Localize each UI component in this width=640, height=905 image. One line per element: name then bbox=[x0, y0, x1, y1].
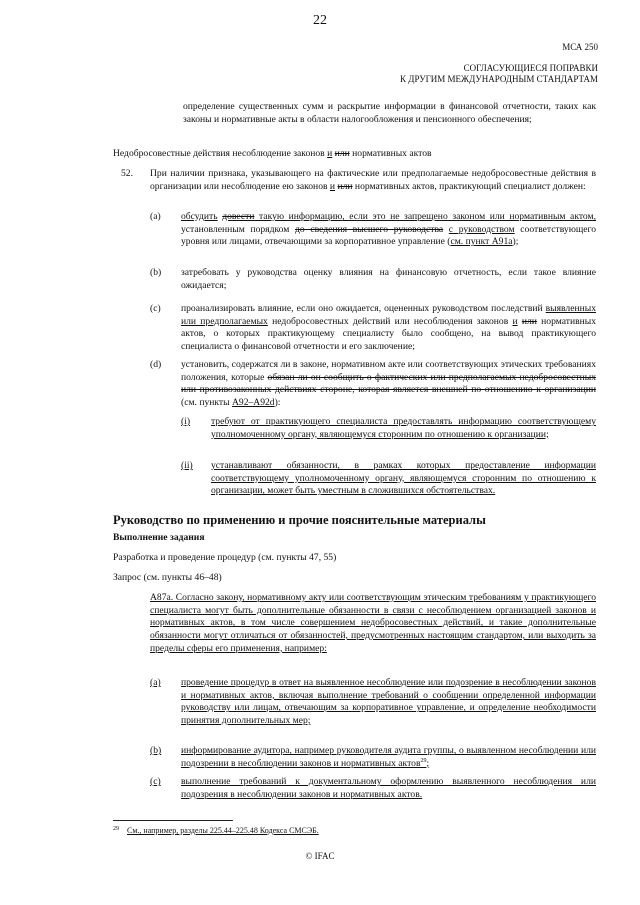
running-header bbox=[400, 63, 598, 86]
running-header-line-2: К ДРУГИМ МЕЖДУНАРОДНЫМ СТАНДАРТАМ bbox=[400, 74, 598, 85]
footnote-number: 29 bbox=[113, 826, 119, 832]
section-heading-deleted-or: или bbox=[334, 148, 350, 159]
intro-paragraph: определение существенных сумм и раскрытие информации в финансовой отчетности, таких как законы и нормативные акты в области налогообложения и пенсионного обеспечения; bbox=[183, 101, 596, 125]
item-d-i-text: требуют от практикующего специалиста предоставлять информацию соответствующему уполномоченному органу, являющемуся сторонним по отношению к организации; bbox=[211, 416, 596, 440]
item-c-label: (c) bbox=[150, 303, 161, 314]
footnote-separator bbox=[113, 820, 233, 821]
standard-code: МСА 250 bbox=[562, 42, 598, 52]
a87a-item-c-label: (c) bbox=[150, 776, 161, 787]
a87a-item-a-text: проведение процедур в ответ на выявленное несоблюдение или подозрение в несоблюдении законов и нормативных актов, включая выполнение требований о сообщении определенной информации руководству или лицам, отвечающим за корпоративное управление, и определение необходимости принятия дополнительных мер; bbox=[181, 677, 596, 726]
procedures-subheading: Разработка и проведение процедур (см. пункты 47, 55) bbox=[113, 552, 337, 563]
footnote-text: См., например, разделы 225.44–225.48 Кодекса СМСЭБ. bbox=[127, 826, 319, 835]
item-d-label: (d) bbox=[150, 359, 162, 370]
item-b-label: (b) bbox=[150, 267, 162, 278]
deleted-or: или bbox=[337, 180, 353, 192]
paragraph-52: При наличии признака, указывающего на фактические или предполагаемые недобросовестные действия в организации или несоблюдение ею законов и или нормативных актов, практикующий специалист должен: bbox=[150, 168, 596, 192]
engagement-heading: Выполнение задания bbox=[113, 532, 205, 543]
section-heading-text-end: нормативных актов bbox=[352, 148, 432, 159]
section-heading-inserted-and: и bbox=[327, 148, 333, 159]
paragraph-a87a: A87a. Согласно закону, нормативному акту или соответствующим этическим требованиям у практикующего специалиста могут быть дополнительные обязанности в связи с несоблюдением организацией законов и нормативных актов, в том числе совершением недобросовестных действий, и такие дополнительные обязанности могут отличаться от обязанностей, предусмотренных настоящим стандартом, или выходить за пределы сферы его применения, например: bbox=[150, 592, 596, 654]
item-b-text: затребовать у руководства оценку влияния на финансовую отчетность, если такое влияние ожидается; bbox=[181, 267, 596, 291]
a87a-item-c-text: выполнение требований к документальному оформлению выявленного несоблюдения или подозрения в несоблюдении законов и нормативных актов. bbox=[181, 776, 596, 800]
page-footer: © IFAC bbox=[305, 851, 335, 861]
a87a-item-b-label: (b) bbox=[150, 745, 162, 756]
item-d-text: установить, содержатся ли в законе, нормативном акте или соответствующих этических требованиях положения, которые обязан ли он сообщить о фактических или предполагаемых недобросовестных или противозаконных действиях стороне, которая является внешней по отношению к организации (см. пункты A92–A92d): bbox=[181, 359, 596, 408]
item-d-ii-label: (ii) bbox=[181, 460, 193, 471]
section-heading-non-compliance bbox=[113, 148, 596, 161]
inserted-and: и bbox=[329, 180, 336, 192]
page-number: 22 bbox=[313, 13, 327, 28]
paragraph-52-number: 52. bbox=[121, 168, 133, 179]
running-header-line-1: СОГЛАСУЮЩИЕСЯ ПОПРАВКИ bbox=[463, 63, 598, 73]
inquiry-subheading: Запрос (см. пункты 46–48) bbox=[113, 572, 222, 583]
a87a-item-a-label: (a) bbox=[150, 677, 161, 688]
item-d-i-label: (i) bbox=[181, 416, 191, 427]
footnote-reference: 29 bbox=[420, 757, 427, 764]
section-heading-text: Недобросовестные действия несоблюдение законов bbox=[113, 148, 325, 159]
a87a-item-b-text: информирование аудитора, например руководителя аудита группы, о выявленном несоблюдении или подозрении в несоблюдении законов и нормативных актов$^{29}$; bbox=[181, 745, 596, 769]
guidance-heading: Руководство по применению и прочие пояснительные материалы bbox=[113, 513, 486, 527]
item-a-label: (a) bbox=[150, 211, 161, 222]
item-c-text: проанализировать влияние, если оно ожидается, оцененных руководством последствий выявленных или предполагаемых недобросовестных действий или несоблюдения законов и или нормативных актов, о которых практикующему специалисту было сообщено, на вывод практикующего специалиста о финансовой отчетности и его заключение; bbox=[181, 303, 597, 352]
item-d-ii-text: устанавливают обязанности, в рамках которых предоставление информации соответствующему уполномоченному органу, являющемуся сторонним по отношению к организации, может быть уместным в сложившихся обстоятельствах. bbox=[211, 460, 596, 497]
item-a-text: обсудить довести такую информацию, если это не запрещено законом или нормативным актом, установленным порядком до сведения высшего руководства с руководством соответствующего уровня или лицами, отвечающими за корпоративное управление (см. пункт A91a); bbox=[181, 211, 596, 248]
